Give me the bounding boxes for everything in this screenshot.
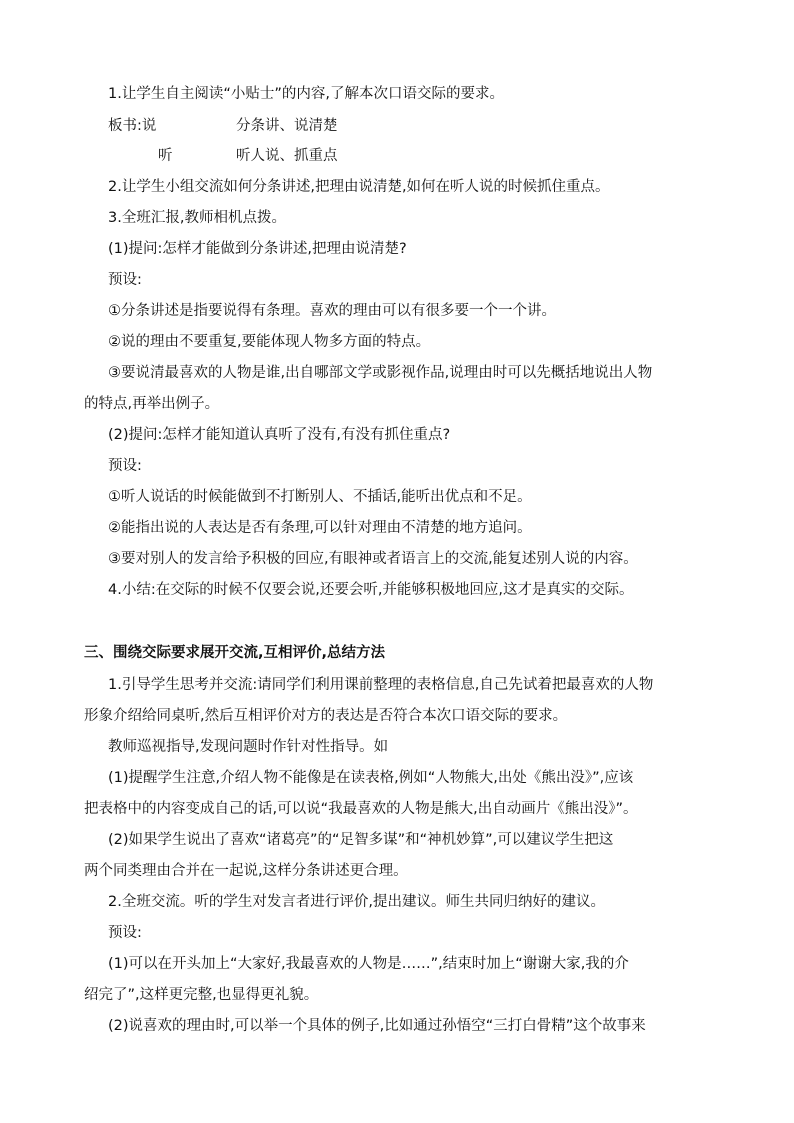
preset-answer: ①听人说话的时候能做到不打断别人、不插话,能听出优点和不足。 (108, 489, 532, 505)
step-4-summary: 4.小结:在交际的时候不仅要会说,还要会听,并能够积极地回应,这才是真实的交际。 (108, 582, 634, 598)
preset-answer: ②说的理由不要重复,要能体现人物多方面的特点。 (108, 334, 431, 350)
suggestion-1: (1)可以在开头加上“大家好,我最喜欢的人物是……”,结束时加上“谢谢大家,我的介 (108, 956, 629, 972)
step-2-group-discussion: 2.让学生小组交流如何分条讲述,把理由说清楚,如何在听人说的时候抓住重点。 (108, 179, 610, 195)
preset-label: 预设: (108, 925, 142, 941)
preset-answer: ①分条讲述是指要说得有条理。喜欢的理由可以有很多要一个一个讲。 (108, 303, 556, 319)
guidance-item-2-continued: 两个同类理由合并在一起说,这样分条讲述更合理。 (84, 863, 408, 879)
blackboard-point-listen: 听人说、抓重点 (236, 148, 338, 164)
step-3-class-report: 3.全班汇报,教师相机点拨。 (108, 210, 286, 226)
blackboard-label-say: 板书:说 (108, 118, 157, 134)
preset-answer: ③要对别人的发言给予积极的回应,有眼神或者语言上的交流,能复述别人说的内容。 (108, 551, 638, 567)
guidance-item-2: (2)如果学生说出了喜欢“诸葛亮”的“足智多谋”和“神机妙算”,可以建议学生把这 (108, 832, 614, 848)
preset-answer: ②能指出说的人表达是否有条理,可以针对理由不清楚的地方追问。 (108, 520, 532, 536)
preset-answer-continued: 的特点,再举出例子。 (84, 396, 220, 412)
question-2: (2)提问:怎样才能知道认真听了没有,有没有抓住重点? (108, 427, 451, 443)
suggestion-2: (2)说喜欢的理由时,可以举一个具体的例子,比如通过孙悟空“三打白骨精”这个故事来 (108, 1018, 646, 1034)
paragraph: 1.引导学生思考并交流:请同学们利用课前整理的表格信息,自己先试着把最喜欢的人物 (108, 677, 654, 693)
section-heading: 三、围绕交际要求展开交流,互相评价,总结方法 (84, 645, 386, 661)
preset-answer: ③要说清最喜欢的人物是谁,出自哪部文学或影视作品,说理由时可以先概括地说出人物 (108, 365, 653, 381)
guidance-item-1-continued: 把表格中的内容变成自己的话,可以说“我最喜欢的人物是熊大,出自动画片《熊出没》”。 (84, 801, 638, 817)
suggestion-1-continued: 绍完了”,这样更完整,也显得更礼貌。 (84, 987, 319, 1003)
preset-label: 预设: (108, 458, 142, 474)
paragraph: 2.全班交流。听的学生对发言者进行评价,提出建议。师生共同归纳好的建议。 (108, 894, 605, 910)
preset-label: 预设: (108, 272, 142, 288)
question-1: (1)提问:怎样才能做到分条讲述,把理由说清楚? (108, 241, 407, 257)
blackboard-point-say: 分条讲、说清楚 (236, 118, 338, 134)
guidance-item-1: (1)提醒学生注意,介绍人物不能像是在读表格,例如“人物熊大,出处《熊出没》”,应该 (108, 770, 634, 786)
paragraph: 教师巡视指导,发现问题时作针对性指导。如 (108, 739, 389, 755)
step-1-read-tips: 1.让学生自主阅读“小贴士”的内容,了解本次口语交际的要求。 (108, 86, 504, 102)
paragraph-continued: 形象介绍给同桌听,然后互相评价对方的表达是否符合本次口语交际的要求。 (84, 708, 568, 724)
blackboard-label-listen: 听 (158, 148, 173, 164)
